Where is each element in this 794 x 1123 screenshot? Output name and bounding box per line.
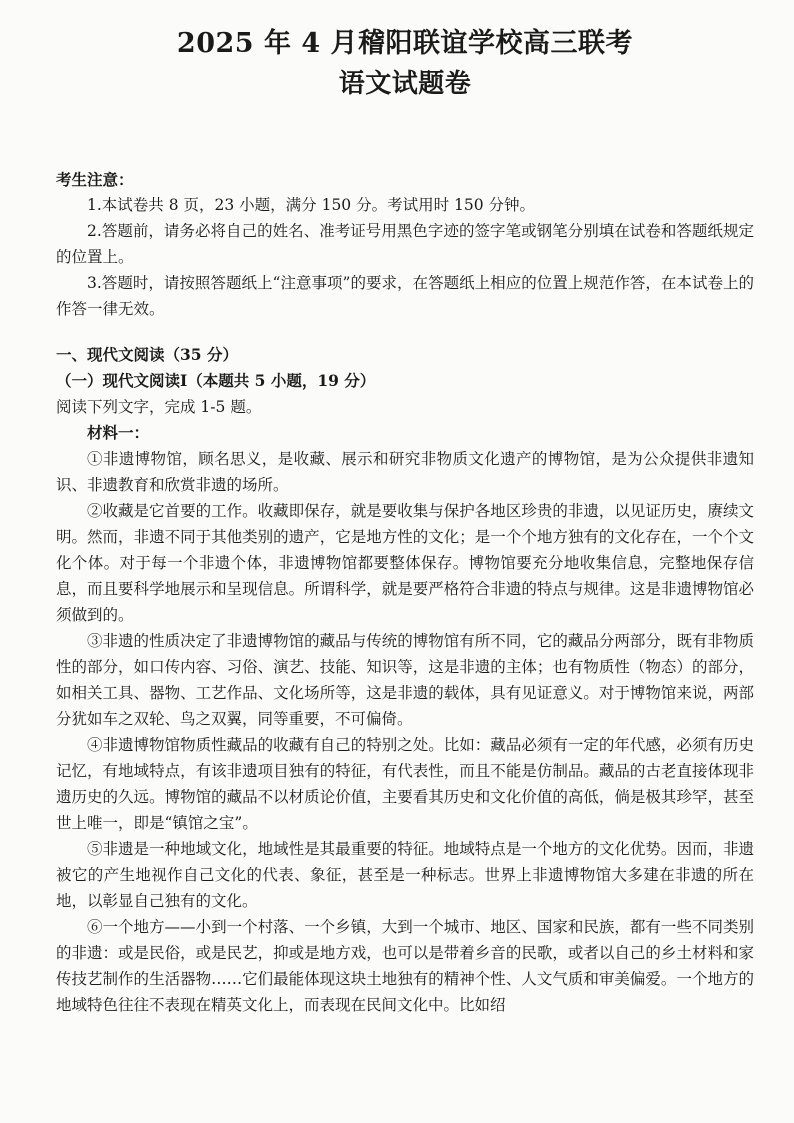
reading-passage [56,446,754,1018]
passage-paragraph: ⑥一个地方——小到一个村落、一个乡镇，大到一个城市、地区、国家和民族，都有一些不同类别的非遗：或是民俗，或是民艺，抑或是地方戏，也可以是带着乡音的民歌，或者以自己的乡土材料和家传技艺制作的生活器物……它们最能体现这块土地独有的精神个性、人文气质和审美偏爱。一个地方的地域特色往往不表现在精英文化上，而表现在民间文化中。比如绍 [56,918,754,1014]
passage-paragraph: ①非遗博物馆，顾名思义，是收藏、展示和研究非物质文化遗产的博物馆，是为公众提供非遗知识、非遗教育和欣赏非遗的场所。 [56,450,754,494]
page-title: 2025 年 4 月稽阳联谊学校高三联考 [176,28,634,59]
notice-item: 3.答题时，请按照答题纸上“注意事项”的要求，在答题纸上相应的位置上规范作答，在本试卷上的作答一律无效。 [56,274,754,318]
section-heading: 一、现代文阅读（35 分） [56,345,238,364]
page-subtitle: 语文试题卷 [338,69,472,99]
reading-instruction: 阅读下列文字，完成 1-5 题。 [56,398,262,416]
notice-section [56,168,754,322]
notice-item: 2.答题前，请务必将自己的姓名、准考证号用黑色字迹的签字笔或钢笔分别填在试卷和答题纸规定的位置上。 [56,222,754,266]
notice-heading: 考生注意： [56,170,134,189]
passage-paragraph: ⑤非遗是一种地域文化，地域性是其最重要的特征。地域特点是一个地方的文化优势。因而，非遗被它的产生地视作自己文化的代表、象征，甚至是一种标志。世界上非遗博物馆大多建在非遗的所在地，以彰显自己独有的文化。 [56,840,754,910]
passage-paragraph: ③非遗的性质决定了非遗博物馆的藏品与传统的博物馆有所不同，它的藏品分两部分，既有非物质性的部分，如口传内容、习俗、演艺、技能、知识等，这是非遗的主体；也有物质性（物态）的部分，如相关工具、器物、工艺作品、文化场所等，这是非遗的载体，具有见证意义。对于博物馆来说，两部分犹如车之双轮、鸟之双翼，同等重要，不可偏倚。 [56,632,754,728]
subsection-heading: （一）现代文阅读Ⅰ（本题共 5 小题，19 分） [56,371,376,390]
material-label: 材料一： [87,423,150,442]
passage-paragraph: ②收藏是它首要的工作。收藏即保存，就是要收集与保护各地区珍贵的非遗，以见证历史，赓续文明。然而，非遗不同于其他类别的遗产，它是地方性的文化；是一个个地方独有的文化存在，一个个文化个体。对于每一个非遗个体，非遗博物馆都要整体保存。博物馆要充分地收集信息，完整地保存信息，而且要科学地展示和呈现信息。所谓科学，就是要严格符合非遗的特点与规律。这是非遗博物馆必须做到的。 [56,502,754,624]
passage-paragraph: ④非遗博物馆物质性藏品的收藏有自己的特别之处。比如：藏品必须有一定的年代感，必须有历史记忆，有地域特点，有该非遗项目独有的特征，有代表性，而且不能是仿制品。藏品的古老直接体现非遗历史的久远。博物馆的藏品不以材质论价值，主要看其历史和文化价值的高低，倘是极其珍罕，甚至世上唯一，即是“镇馆之宝”。 [56,736,754,832]
notice-item: 1.本试卷共 8 页，23 小题，满分 150 分。考试用时 150 分钟。 [87,196,536,214]
